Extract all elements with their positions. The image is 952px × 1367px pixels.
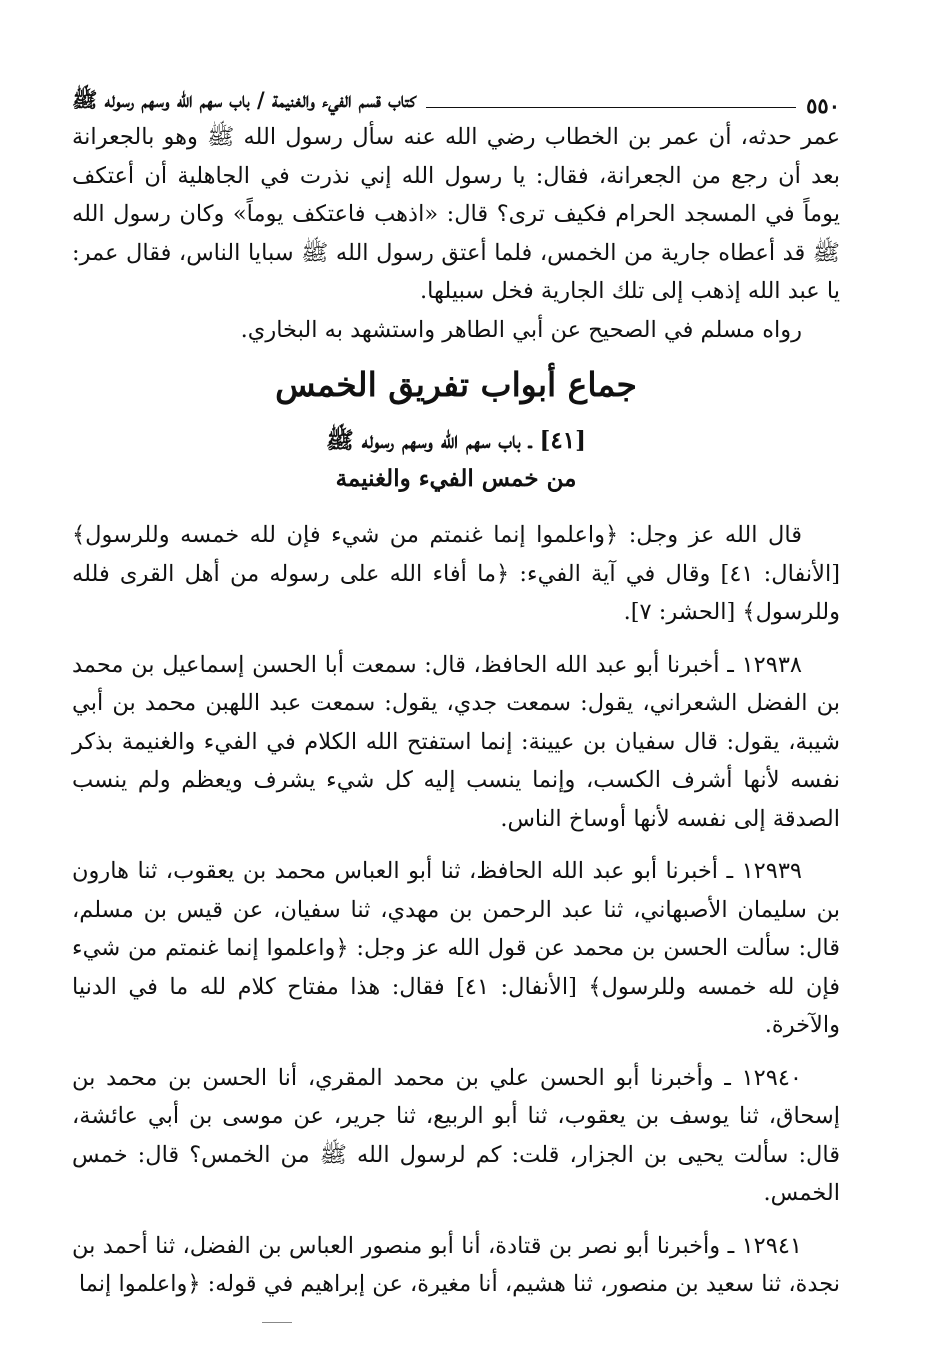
running-header	[72, 82, 840, 118]
bottom-mark	[262, 1322, 292, 1323]
book-page	[72, 82, 840, 1304]
header-rule	[426, 107, 796, 108]
hadith-12941: ١٢٩٤١ ـ وأخبرنا أبو نصر بن قتادة، أنا أبو منصور العباس بن الفضل، ثنا أحمد بن نجدة، ثنا سعيد بن منصور، ثنا هشيم، أنا مغيرة، عن إبراهيم في قوله: ﴿واعلموا إنما	[72, 1232, 840, 1297]
paragraph-continuation: عمر حدثه، أن عمر بن الخطاب رضي الله عنه سأل رسول الله ﷺ وهو بالجعرانة بعد أن رجع من الجعرانة، فقال: يا رسول الله إني نذرت في الجاهلية أن أعتكف يوماً في المسجد الحرام فكيف ترى؟ قال: «اذهب فاعتكف يوماً» وكان رسول الله ﷺ قد أعطاه جارية من الخمس، فلما أعتق رسول الله ﷺ سبايا الناس، فقال عمر: يا عبد الله إذهب إلى تلك الجارية فخل سبيلها.	[72, 124, 840, 304]
hadith-12940: ١٢٩٤٠ ـ وأخبرنا أبو الحسن علي بن محمد المقري، أنا الحسن بن محمد بن إسحاق، ثنا يوسف بن يعقوب، ثنا أبو الربيع، ثنا جرير، عن موسى بن أبي عائشة، قال: سألت يحيى بن الجزار، قلت: كم لرسول الله ﷺ من الخمس؟ قال: خمس الخمس.	[72, 1064, 840, 1206]
running-title: كتاب قسم الفيء والغنيمة / باب سهم الله وسهم رسوله ﷺ	[72, 87, 416, 112]
section-heading: جماع أبواب تفريق الخمس	[275, 365, 637, 404]
chapter-heading	[72, 422, 840, 498]
chapter-heading-line-2: من خمس الفيء والغنيمة	[335, 465, 577, 492]
paragraph-narration-note: رواه مسلم في الصحيح عن أبي الطاهر واستشهد به البخاري.	[240, 316, 802, 343]
chapter-heading-line-1: [٤١] ـ باب سهم الله وسهم رسوله ﷺ	[326, 427, 586, 454]
hadith-12938: ١٢٩٣٨ ـ أخبرنا أبو عبد الله الحافظ، قال: سمعت أبا الحسن إسماعيل بن محمد بن الفضل الشعراني، يقول: سمعت جدي، يقول: سمعت عبد اللهبن محمد بن أبي شيبة، يقول: قال سفيان بن عيينة: إنما استفتح الله الكلام في الفيء والغنيمة بذكر نفسه لأنها أشرف الكسب، وإنما ينسب إليه كل شيء يشرف ويعظم ولم ينسب الصدقة إلى نفسه لأنها أوساخ الناس.	[72, 651, 840, 832]
page-number: ٥٥٠	[806, 93, 840, 118]
paragraph-quran-verse: قال الله عز وجل: ﴿واعلموا إنما غنمتم من شيء فإن لله خمسه وللرسول﴾ [الأنفال: ٤١] وقال في آية الفيء: ﴿ما أفاء الله على رسوله من أهل القرى فلله وللرسول﴾ [الحشر: ٧].	[72, 522, 840, 625]
hadith-12939: ١٢٩٣٩ ـ أخبرنا أبو عبد الله الحافظ، ثنا أبو العباس محمد بن يعقوب، ثنا هارون بن سليمان الأصبهاني، ثنا عبد الرحمن بن مهدي، ثنا سفيان، عن قيس بن مسلم، قال: سألت الحسن بن محمد عن قول الله عز وجل: ﴿واعلموا إنما غنمتم من شيء فإن لله خمسه وللرسول﴾ [الأنفال: ٤١] فقال: هذا مفتاح كلام لله ما في الدنيا والآخرة.	[72, 858, 840, 1038]
